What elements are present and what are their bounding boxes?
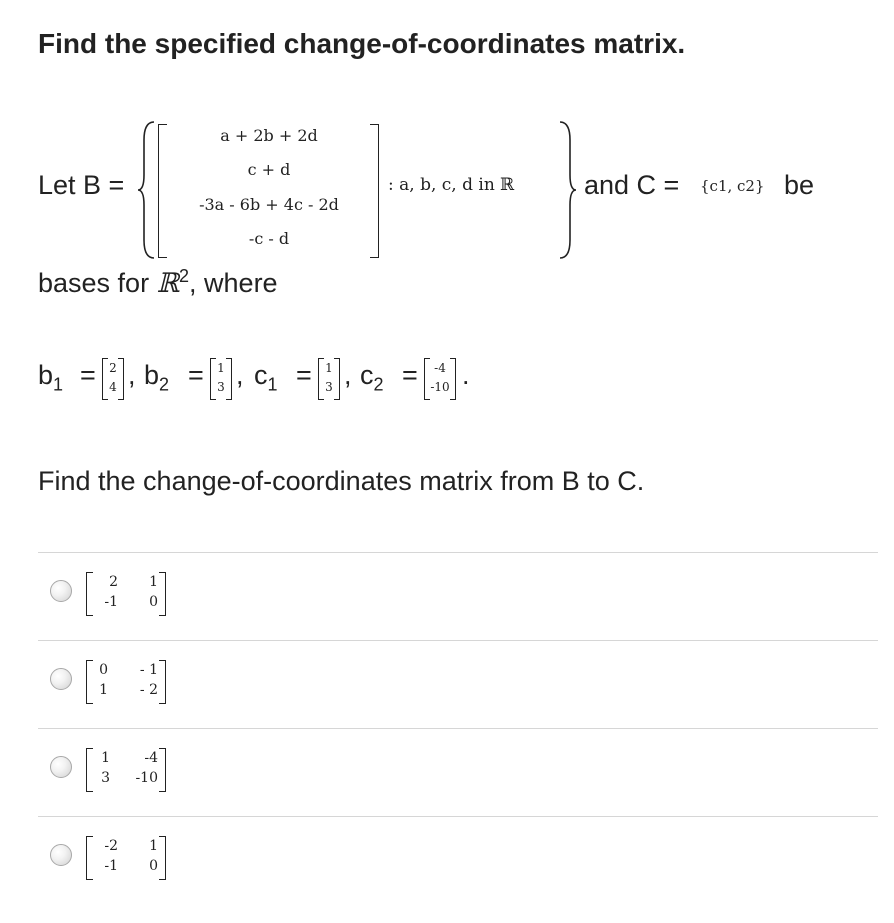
comma-2: , [236, 360, 244, 390]
option-4-radio[interactable] [50, 844, 72, 866]
be-label: be [784, 170, 815, 200]
option-1-matrix[interactable]: 2 1 -1 0 [86, 572, 166, 616]
bases-line [38, 266, 278, 299]
where-text: , where [189, 268, 278, 298]
equals-3: = [296, 360, 312, 390]
and-c-label: and C = [584, 170, 680, 200]
option-4-matrix[interactable]: -2 1 -1 0 [86, 836, 166, 880]
vector-c2-label: $c_2$ [360, 360, 384, 395]
matrix-entry-2: c + d [247, 160, 291, 179]
option-3-radio[interactable] [50, 756, 72, 778]
page-title: Find the specified change-of-coordinates matrix. [38, 28, 686, 59]
exponent-2: 2 [179, 266, 190, 286]
vector-c1: 1 3 [318, 358, 340, 402]
set-brace-right [556, 120, 578, 260]
option-2-matrix[interactable]: 0 - 1 1 - 2 [86, 660, 166, 704]
option-1-radio[interactable] [50, 580, 72, 602]
equals-4: = [402, 360, 418, 390]
option-3-matrix[interactable]: 1 -4 3 -10 [86, 748, 166, 792]
divider-3 [38, 728, 878, 729]
vector-c1-label: $c_1$ [254, 360, 278, 395]
comma-3: , [344, 360, 352, 390]
matrix-entry-3: -3a - 6b + 4c - 2d [199, 195, 339, 214]
vector-b2: 1 3 [210, 358, 232, 402]
matrix-entry-1: a + 2b + 2d [220, 126, 318, 145]
let-b-label: Let B = [38, 170, 125, 200]
divider-1 [38, 552, 878, 553]
vector-c2: -4 -10 [424, 358, 456, 402]
vector-b2-label: $b_2$ [144, 360, 170, 395]
bases-for-text: bases for [38, 268, 157, 298]
equals-1: = [80, 360, 96, 390]
comma-1: , [128, 360, 136, 390]
vector-b1-label: $b_1$ [38, 360, 64, 395]
r-symbol: ℝ [156, 268, 180, 299]
set-brace-left [136, 120, 158, 260]
option-2-radio[interactable] [50, 668, 72, 690]
period: . [462, 360, 470, 390]
matrix-entry-4: -c - d [248, 229, 290, 248]
equals-2: = [188, 360, 204, 390]
question-text: Find the change-of-coordinates matrix from B to C. [38, 466, 645, 496]
divider-2 [38, 640, 878, 641]
divider-4 [38, 816, 878, 817]
vector-b1: 2 4 [102, 358, 124, 402]
c-set: {c1, c2} [700, 177, 765, 195]
set-condition: : a, b, c, d in ℝ [388, 175, 515, 195]
